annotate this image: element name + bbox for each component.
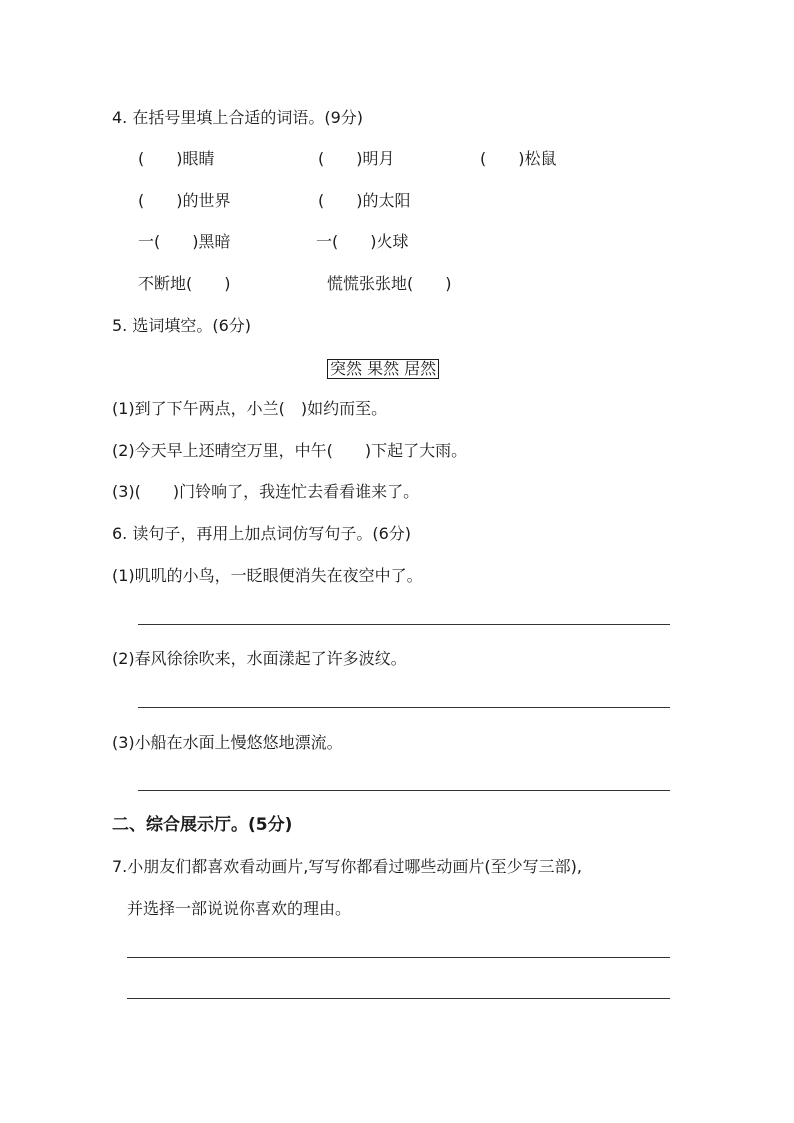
q7-prompt-line-1: 7.小朋友们都喜欢看动画片,写写你都看过哪些动画片(至少写三部), bbox=[112, 857, 582, 876]
q7-answer-line-1[interactable] bbox=[127, 957, 670, 958]
q6-item-1: (1)叽叽的小鸟，一眨眼便消失在夜空中了。 bbox=[112, 566, 423, 585]
q5-item-2: (2)今天早上还晴空万里，中午( )下起了大雨。 bbox=[112, 441, 468, 460]
q5-item-1: (1)到了下午两点，小兰( )如约而至。 bbox=[112, 399, 388, 418]
q6-item-2: (2)春风徐徐吹来，水面漾起了许多波纹。 bbox=[112, 649, 407, 668]
q4-blank-squirrel: ( )松鼠 bbox=[480, 149, 557, 168]
q4-blank-moon: ( )明月 bbox=[318, 149, 395, 168]
q6-item-3: (3)小船在水面上慢悠悠地漂流。 bbox=[112, 733, 343, 752]
q6-answer-line-3[interactable] bbox=[138, 790, 670, 791]
q5-item-3: (3)( )门铃响了，我连忙去看看谁来了。 bbox=[112, 482, 420, 501]
q4-title: 4. 在括号里填上合适的词语。(9分) bbox=[112, 108, 364, 127]
section-2-heading: 二、综合展示厅。(5分) bbox=[112, 815, 293, 835]
q5-word-box: 突然 果然 居然 bbox=[327, 359, 439, 379]
q4-blank-continuously: 不断地( ) bbox=[138, 274, 231, 293]
q7-answer-line-2[interactable] bbox=[127, 998, 670, 999]
q7-prompt-line-2: 并选择一部说说你喜欢的理由。 bbox=[127, 899, 352, 918]
q6-answer-line-1[interactable] bbox=[138, 624, 670, 625]
q4-blank-hurriedly: 慌慌张张地( ) bbox=[327, 274, 452, 293]
q4-blank-darkness: 一( )黑暗 bbox=[138, 232, 231, 251]
q6-title: 6. 读句子，再用上加点词仿写句子。(6分) bbox=[112, 524, 412, 543]
q4-blank-world: ( )的世界 bbox=[138, 191, 231, 210]
q5-title: 5. 选词填空。(6分) bbox=[112, 316, 252, 335]
q4-blank-fireball: 一( )火球 bbox=[316, 232, 409, 251]
q4-blank-sun: ( )的太阳 bbox=[318, 191, 411, 210]
q6-answer-line-2[interactable] bbox=[138, 707, 670, 708]
q4-blank-eyes: ( )眼睛 bbox=[138, 149, 215, 168]
